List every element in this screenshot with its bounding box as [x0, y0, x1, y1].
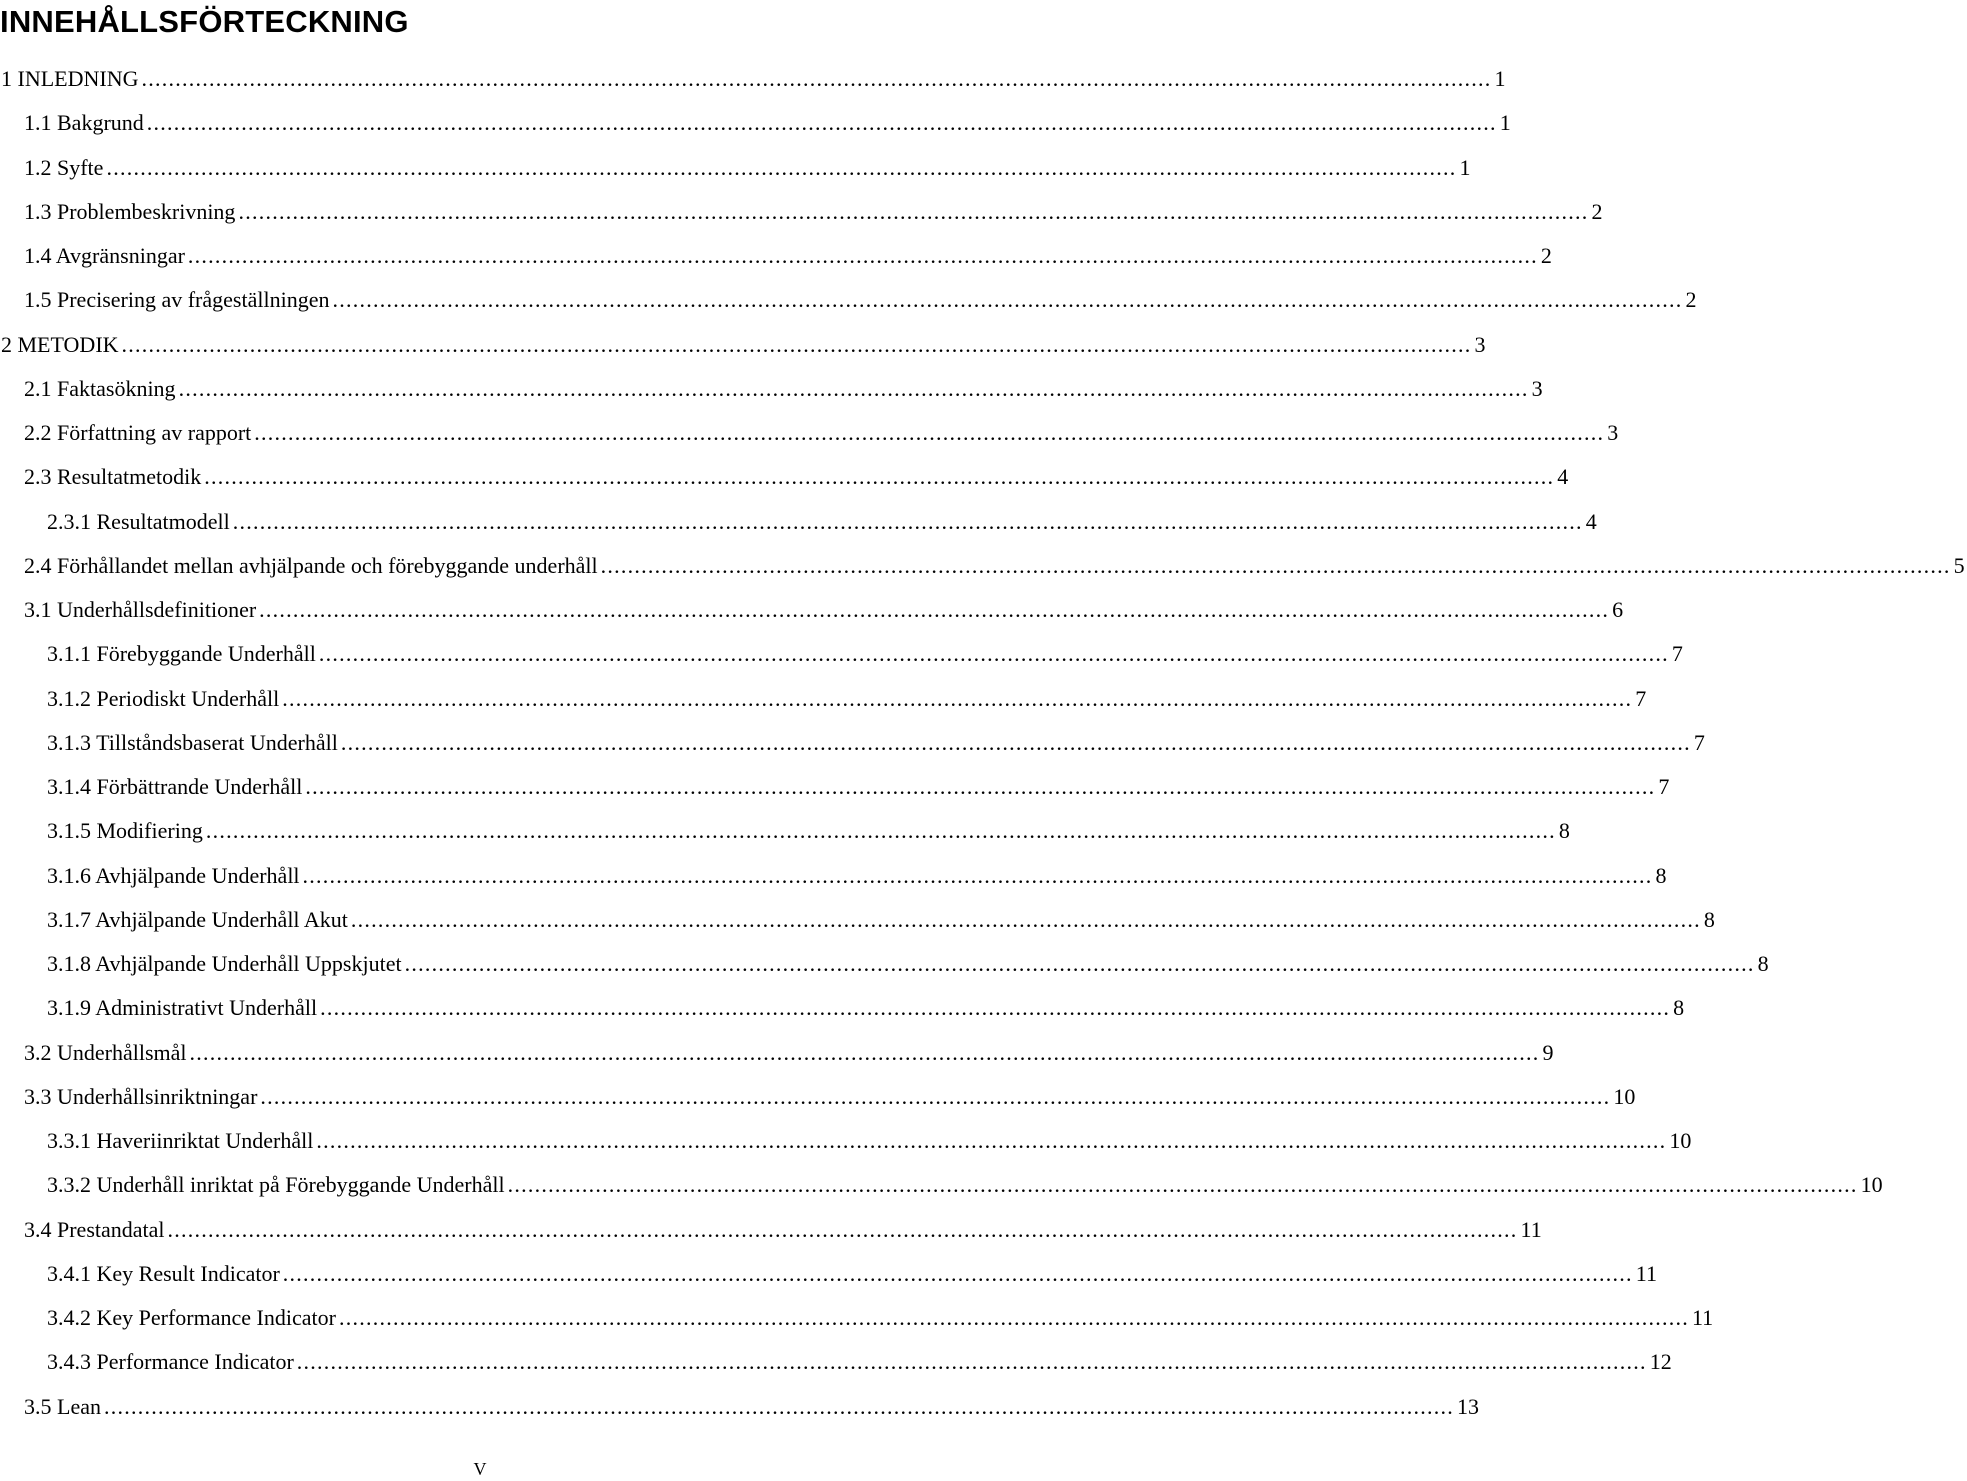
toc-entry-number: 3.4.3: [47, 1349, 91, 1375]
toc-entry-number: 3.1.4: [47, 774, 91, 799]
toc-entry[interactable]: [0, 1385, 1479, 1429]
toc-entry-title: [47, 632, 316, 676]
toc-dot-leader: ........................................................................................................................................................................................................: [600, 552, 1951, 578]
toc-dot-leader: ........................................................................................................................................................................................................: [318, 641, 1669, 667]
toc-entry-page: 7: [1693, 729, 1705, 755]
toc-entry-title: [24, 146, 103, 190]
toc-entry-number: 2.3: [24, 464, 52, 490]
toc-entry-title: [24, 234, 185, 278]
toc-entry[interactable]: [0, 500, 1597, 544]
toc-entry[interactable]: [0, 1208, 1542, 1252]
toc-entry-title: [47, 677, 279, 721]
toc-dot-leader: ........................................................................................................................................................................................................: [187, 243, 1538, 268]
toc-entry[interactable]: [0, 57, 1506, 101]
toc-entry-number: 1.5: [24, 287, 52, 313]
toc-entry-number: 3.1.9: [47, 995, 91, 1021]
toc-entry-page: 5: [1953, 552, 1965, 578]
toc-entry[interactable]: [0, 1252, 1657, 1296]
toc-entry-number: 3.3: [24, 1083, 52, 1109]
toc-entry-number: 3.3.2: [47, 1172, 91, 1198]
toc-entry-number: 3.4: [24, 1216, 52, 1242]
toc-entry-number: 3.1.3: [47, 729, 91, 755]
toc-entry-label: Prestandatal: [57, 1216, 165, 1242]
toc-dot-leader: ........................................................................................................................................................................................................: [106, 154, 1457, 180]
toc-dot-leader: ........................................................................................................................................................................................................: [350, 906, 1701, 932]
toc-entry-page: 1: [1499, 110, 1511, 136]
toc-entry[interactable]: [0, 1163, 1883, 1207]
toc-entry-page: 7: [1671, 641, 1683, 667]
toc-dot-leader: ........................................................................................................................................................................................................: [302, 862, 1653, 888]
toc-entry-label: Författning av rapport: [57, 420, 252, 445]
toc-entry-title: [47, 765, 302, 809]
toc-entry-page: 8: [1558, 818, 1570, 844]
toc-entry[interactable]: [0, 632, 1683, 676]
toc-entry-title: [24, 1075, 257, 1119]
toc-entry-label: Faktasökning: [57, 375, 176, 401]
toc-entry-page: 1: [1459, 154, 1471, 180]
toc-entry-label: Syfte: [57, 154, 104, 180]
toc-dot-leader: ........................................................................................................................................................................................................: [204, 464, 1555, 490]
toc-entry-title: [24, 455, 201, 499]
toc-entry-page: 1: [1494, 66, 1506, 91]
toc-entry-label: Förhållandet mellan avhjälpande och förebyggande underhåll: [57, 552, 598, 578]
toc-entry-label: Avhjälpande Underhåll Uppskjutet: [95, 951, 402, 976]
toc-entry-page: 9: [1542, 1039, 1554, 1065]
toc-entry-title: [47, 1252, 280, 1296]
toc-entry-page: 11: [1635, 1260, 1657, 1286]
page-number: V: [473, 1459, 487, 1479]
toc-entry[interactable]: [0, 1119, 1692, 1163]
toc-entry-title: [47, 942, 402, 986]
toc-entry-page: 7: [1658, 774, 1670, 799]
toc-dot-leader: ........................................................................................................................................................................................................: [121, 331, 1472, 357]
toc-dot-leader: ........................................................................................................................................................................................................: [404, 951, 1755, 976]
toc-entry-page: 2: [1591, 198, 1603, 224]
toc-entry[interactable]: [0, 101, 1511, 145]
toc-entry-title: [47, 1340, 294, 1384]
toc-entry-page: 10: [1669, 1128, 1692, 1153]
toc-dot-leader: ........................................................................................................................................................................................................: [189, 1039, 1540, 1065]
toc-dot-leader: ........................................................................................................................................................................................................: [305, 774, 1656, 799]
toc-entry[interactable]: [0, 190, 1603, 234]
toc-dot-leader: ........................................................................................................................................................................................................: [282, 1260, 1633, 1286]
toc-entry-page: 10: [1860, 1172, 1883, 1198]
toc-entry[interactable]: [0, 1340, 1672, 1384]
toc-entry-number: 1: [1, 66, 12, 91]
toc-entry-label: Key Performance Indicator: [96, 1305, 336, 1330]
toc-entry[interactable]: [0, 677, 1647, 721]
toc-entry-page: 8: [1757, 951, 1769, 976]
toc-entry[interactable]: [0, 323, 1486, 367]
toc-entry-label: Administrativt Underhåll: [95, 995, 318, 1021]
toc-entry-title: [47, 809, 203, 853]
toc-entry-label: Bakgrund: [57, 110, 144, 136]
toc-entry-page: 2: [1685, 287, 1697, 313]
toc-entry-label: Förbättrande Underhåll: [96, 774, 303, 799]
toc-entry-label: Resultatmetodik: [57, 464, 202, 490]
toc-dot-leader: ........................................................................................................................................................................................................: [259, 597, 1610, 622]
toc-heading: INNEHÅLLSFÖRTECKNING: [0, 4, 409, 39]
toc-dot-leader: ........................................................................................................................................................................................................: [178, 375, 1529, 401]
toc-entry-label: Underhåll inriktat på Förebyggande Underhåll: [96, 1172, 505, 1198]
toc-entry-number: 1.1: [24, 110, 52, 136]
toc-entry-title: [47, 1119, 313, 1163]
toc-entry-label: Underhållsdefinitioner: [57, 597, 257, 622]
toc-entry-title: [1, 57, 138, 101]
toc-entry-page: 3: [1531, 375, 1543, 401]
toc-entry-page: 2: [1540, 243, 1552, 268]
toc-list: [0, 57, 1965, 1429]
toc-dot-leader: ........................................................................................................................................................................................................: [296, 1349, 1647, 1375]
toc-entry-title: [24, 544, 598, 588]
toc-dot-leader: ........................................................................................................................................................................................................: [146, 110, 1497, 136]
toc-entry-label: Avhjälpande Underhåll Akut: [95, 906, 348, 932]
toc-dot-leader: ........................................................................................................................................................................................................: [340, 729, 1691, 755]
toc-entry-label: Tillståndsbaserat Underhåll: [96, 729, 338, 755]
toc-entry-page: 3: [1474, 331, 1486, 357]
toc-entry-label: Modifiering: [96, 818, 203, 844]
toc-entry[interactable]: [0, 1031, 1554, 1075]
toc-entry-title: [24, 278, 329, 322]
toc-entry-number: 3.1.5: [47, 818, 91, 844]
toc-entry-number: 3.1.8: [47, 951, 91, 976]
toc-entry-title: [24, 1208, 165, 1252]
toc-entry-label: Förebyggande Underhåll: [96, 641, 316, 667]
toc-entry-label: Avgränsningar: [55, 243, 185, 268]
toc-entry-page: 6: [1612, 597, 1624, 622]
toc-entry-label: Problembeskrivning: [57, 198, 236, 224]
toc-entry-number: 1.3: [24, 198, 52, 224]
toc-entry-title: [24, 190, 235, 234]
toc-entry-number: 2.4: [24, 552, 52, 578]
toc-entry[interactable]: [0, 721, 1705, 765]
toc-entry-label: METODIK: [17, 331, 119, 357]
toc-entry-page: 4: [1557, 464, 1569, 490]
toc-entry-title: [24, 1385, 101, 1429]
toc-entry-number: 3.4.1: [47, 1260, 91, 1286]
toc-entry-label: Key Result Indicator: [96, 1260, 280, 1286]
toc-entry-number: 1.4: [24, 243, 52, 268]
toc-entry-label: Precisering av frågeställningen: [57, 287, 330, 313]
toc-entry-page: 4: [1585, 508, 1597, 534]
toc-entry-number: 2: [1, 331, 12, 357]
toc-entry[interactable]: [0, 588, 1624, 632]
toc-entry-label: INLEDNING: [17, 66, 139, 91]
toc-entry-title: [47, 1296, 336, 1340]
toc-dot-leader: ........................................................................................................................................................................................................: [338, 1305, 1689, 1330]
toc-entry-number: 3.2: [24, 1039, 52, 1065]
toc-entry[interactable]: [0, 942, 1769, 986]
toc-entry-number: 2.2: [24, 420, 52, 445]
toc-entry-title: [1, 323, 119, 367]
toc-entry[interactable]: [0, 1075, 1636, 1119]
toc-entry-page: 11: [1520, 1216, 1542, 1242]
toc-entry-title: [47, 854, 300, 898]
toc-entry[interactable]: [0, 765, 1670, 809]
toc-entry-number: 3.4.2: [47, 1305, 91, 1330]
toc-entry-number: 3.3.1: [47, 1128, 91, 1153]
toc-entry-label: Lean: [57, 1393, 101, 1419]
toc-entry[interactable]: [0, 455, 1569, 499]
toc-entry[interactable]: [0, 278, 1697, 322]
toc-entry-title: [47, 986, 317, 1030]
toc-entry[interactable]: [0, 367, 1543, 411]
toc-entry-number: 3.1.2: [47, 685, 91, 711]
toc-dot-leader: ........................................................................................................................................................................................................: [167, 1216, 1518, 1242]
toc-entry-number: 1.2: [24, 154, 52, 180]
toc-entry[interactable]: [0, 809, 1570, 853]
toc-entry-title: [24, 1031, 187, 1075]
toc-dot-leader: ........................................................................................................................................................................................................: [507, 1172, 1858, 1198]
toc-entry[interactable]: [0, 411, 1619, 455]
toc-dot-leader: ........................................................................................................................................................................................................: [238, 198, 1589, 224]
toc-entry-title: [24, 588, 256, 632]
toc-entry-label: Underhållsinriktningar: [57, 1083, 258, 1109]
toc-entry-title: [47, 721, 338, 765]
toc-entry-page: 13: [1456, 1393, 1479, 1419]
toc-entry[interactable]: [0, 854, 1667, 898]
toc-entry-page: 3: [1607, 420, 1619, 445]
toc-dot-leader: ........................................................................................................................................................................................................: [205, 818, 1556, 844]
toc-entry-number: 3.5: [24, 1393, 52, 1419]
toc-dot-leader: ........................................................................................................................................................................................................: [141, 66, 1492, 91]
toc-entry-title: [24, 411, 251, 455]
toc-entry-page: 8: [1673, 995, 1685, 1021]
toc-dot-leader: ........................................................................................................................................................................................................: [232, 508, 1583, 534]
toc-dot-leader: ........................................................................................................................................................................................................: [103, 1393, 1454, 1419]
toc-entry[interactable]: [0, 544, 1965, 588]
toc-entry-label: Underhållsmål: [57, 1039, 187, 1065]
toc-entry-title: [24, 101, 144, 145]
toc-entry-label: Haveriinriktat Underhåll: [96, 1128, 314, 1153]
toc-entry-page: 10: [1613, 1083, 1636, 1109]
toc-dot-leader: ........................................................................................................................................................................................................: [282, 685, 1633, 711]
toc-entry-number: 2.3.1: [47, 508, 91, 534]
toc-entry-page: 7: [1635, 685, 1647, 711]
toc-entry-label: Avhjälpande Underhåll: [95, 862, 300, 888]
toc-entry-page: 8: [1703, 906, 1715, 932]
toc-entry-title: [24, 367, 176, 411]
toc-entry[interactable]: [0, 146, 1471, 190]
toc-entry[interactable]: [0, 234, 1552, 278]
toc-entry-label: Performance Indicator: [96, 1349, 294, 1375]
toc-entry-number: 3.1.7: [47, 906, 91, 932]
toc-entry-title: [47, 898, 348, 942]
toc-entry[interactable]: [0, 1296, 1714, 1340]
toc-entry-label: Resultatmodell: [96, 508, 230, 534]
toc-dot-leader: ........................................................................................................................................................................................................: [320, 995, 1671, 1021]
toc-entry-page: 12: [1649, 1349, 1672, 1375]
toc-entry[interactable]: [0, 898, 1715, 942]
toc-dot-leader: ........................................................................................................................................................................................................: [260, 1083, 1611, 1109]
toc-entry-title: [47, 500, 230, 544]
toc-dot-leader: ........................................................................................................................................................................................................: [316, 1128, 1667, 1153]
toc-dot-leader: ........................................................................................................................................................................................................: [332, 287, 1683, 313]
toc-dot-leader: ........................................................................................................................................................................................................: [254, 420, 1605, 445]
toc-entry[interactable]: [0, 986, 1685, 1030]
toc-entry-number: 3.1.1: [47, 641, 91, 667]
toc-entry-number: 2.1: [24, 375, 52, 401]
toc-entry-title: [47, 1163, 505, 1207]
toc-entry-number: 3.1.6: [47, 862, 91, 888]
toc-entry-number: 3.1: [24, 597, 52, 622]
toc-entry-page: 8: [1655, 862, 1667, 888]
toc-entry-label: Periodiskt Underhåll: [96, 685, 280, 711]
toc-entry-page: 11: [1691, 1305, 1714, 1330]
